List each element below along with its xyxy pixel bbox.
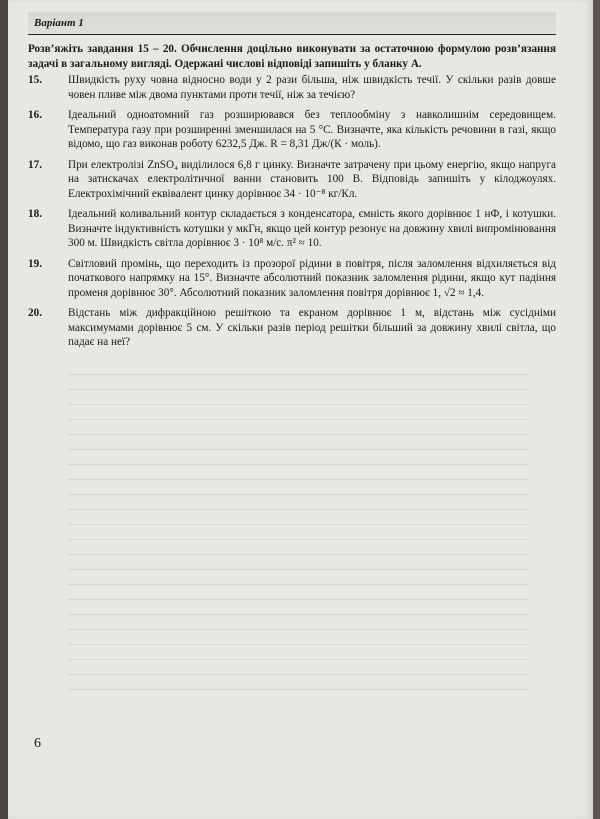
instructions-text: Розв’яжіть завдання 15 – 20. Обчислення доцільно виконувати за остаточною формулою розв’язання задачі в загальному вигляді. Одержані числові відповіді запишіть у бланку А. <box>28 43 556 70</box>
task-number: 17. <box>28 158 42 171</box>
page-number: 6 <box>34 736 41 751</box>
task-text: Швидкість руху човна відносно води у 2 рази більша, ніж швидкість течії. У скільки разів довше човен пливе між двома пунктами проти течії, ніж за течією? <box>68 74 556 101</box>
task-text: Ідеальний коливальний контур складається з конденсатора, ємність якого дорівнює 1 нФ, і котушки. Визначте індуктивність котушки у мкГн, якщо цей контур резонує на довжину хвилі випромінювання 300 м. Швидкість світла дорівнює 3 · 10⁸ м/с. π² ≈ 10. <box>68 208 556 249</box>
task-18 <box>28 207 556 251</box>
page-edge <box>0 0 8 819</box>
task-number: 16. <box>28 109 42 121</box>
variant-header <box>28 12 556 35</box>
task-text: Світловий промінь, що переходить із прозорої рідини в повітря, після заломлення відхиляється від початкового напрямку на 15°. Визначте абсолютний показник заломлення рідини, якщо кут падіння променя дорівнює 30°. Абсолютний показник заломлення повітря дорівнює 1, √2 ≈ 1,4. <box>68 257 556 299</box>
variant-label: Варіант 1 <box>34 17 84 29</box>
document-page <box>8 0 593 819</box>
task-20 <box>28 306 556 350</box>
task-number: 15. <box>28 74 42 86</box>
task-number: 20. <box>28 307 42 319</box>
task-text: Відстань між дифракційною решіткою та екраном дорівнює 1 м, відстань між сусідніми максимумами дорівнює 5 см. У скільки разів період решітки більший за довжину хвилі світла, що падає на неї? <box>68 307 556 348</box>
task-number: 19. <box>28 257 42 270</box>
task-number: 18. <box>28 208 42 220</box>
show-through-background <box>68 360 528 690</box>
task-15 <box>28 73 556 102</box>
task-text: Ідеальний одноатомний газ розширювався без теплообміну з навколишнім середовищем. Температура газу при розширенні зменшилася на 5 °C. Визначте, яка кількість речовини в газі, якщо відомо, що газ виконав роботу 6232,5 Дж. R = 8,31 Дж/(К · моль). <box>68 109 556 150</box>
task-list <box>28 73 556 356</box>
task-19 <box>28 257 556 301</box>
task-17 <box>28 158 556 202</box>
task-16 <box>28 108 556 152</box>
task-text: При електролізі ZnSO₄ виділилося 6,8 г цинку. Визначте затрачену при цьому енергію, якщо напруга на затискачах електролітичної ванни становить 100 В. Відповідь запишіть у кілоджоулях. Електрохімічний еквівалент цинку дорівнює 34 · 10⁻⁸ кг/Кл. <box>68 158 556 200</box>
